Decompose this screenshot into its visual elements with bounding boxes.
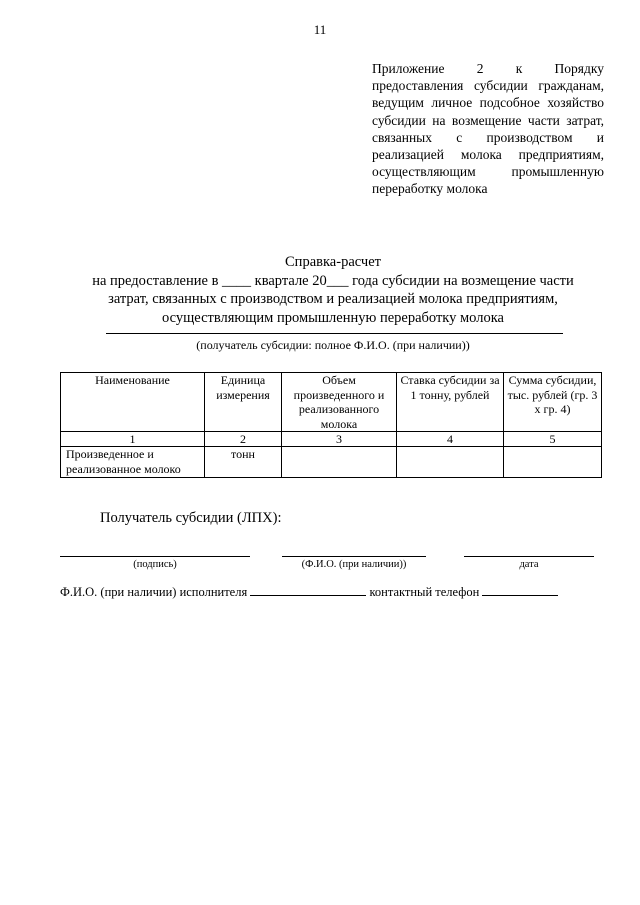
appendix-note: Приложение 2 к Порядку предоставления субсидии гражданам, ведущим личное подсобное хозяйство субсидии на возмещение части затрат, связанных с производством и реализацией молока предприятиям, осуществляющим промышленную переработку молока — [372, 61, 604, 197]
recipient-caption: (получатель субсидии: полное Ф.И.О. (при наличии)) — [196, 338, 470, 352]
row-name: Произведенное и реализованное молоко — [61, 447, 205, 478]
phone-blank[interactable] — [482, 585, 558, 596]
receiver-label: Получатель субсидии (ЛПХ): — [100, 510, 282, 526]
phone-label: контактный телефон — [369, 585, 480, 599]
row-unit: тонн — [205, 447, 282, 478]
table-row — [61, 447, 602, 478]
page-number: 11 — [313, 22, 327, 37]
name-line[interactable] — [282, 556, 426, 557]
column-number: 2 — [205, 432, 282, 447]
name-caption: (Ф.И.О. (при наличии)) — [301, 559, 407, 570]
executor-label: Ф.И.О. (при наличии) исполнителя — [60, 585, 248, 599]
header-name: Наименование — [61, 373, 205, 432]
recipient-name-line[interactable] — [106, 333, 563, 334]
signature-caption: (подпись) — [133, 559, 177, 570]
column-number: 3 — [282, 432, 397, 447]
header-amount: Сумма субсидии, тыс. рублей (гр. 3 х гр. 4) — [504, 373, 602, 432]
header-unit: Единица измерения — [205, 373, 282, 432]
title-line-3: осуществляющим промышленную переработку молока — [162, 309, 504, 326]
header-volume: Объем произведенного и реализованного молока — [282, 373, 397, 432]
signature-line[interactable] — [60, 556, 250, 557]
executor-name-blank[interactable] — [250, 585, 366, 596]
row-rate-cell[interactable] — [397, 447, 504, 478]
column-number: 5 — [504, 432, 602, 447]
title-heading: Справка-расчет — [285, 254, 381, 270]
title-line-2: затрат, связанных с производством и реализацией молока предприятиям, — [108, 291, 558, 307]
column-number: 4 — [397, 432, 504, 447]
header-rate: Ставка субсидии за 1 тонну, рублей — [397, 373, 504, 432]
table-header-row — [61, 373, 602, 432]
date-caption: дата — [519, 559, 539, 570]
row-volume-cell[interactable] — [282, 447, 397, 478]
date-line[interactable] — [464, 556, 594, 557]
executor-row — [60, 585, 558, 600]
row-amount-cell[interactable] — [504, 447, 602, 478]
table-number-row — [61, 432, 602, 447]
title-line-1: на предоставление в ____ квартале 20___ года субсидии на возмещение части — [92, 272, 574, 289]
column-number: 1 — [61, 432, 205, 447]
document-title — [60, 253, 606, 327]
calculation-table — [60, 372, 602, 478]
